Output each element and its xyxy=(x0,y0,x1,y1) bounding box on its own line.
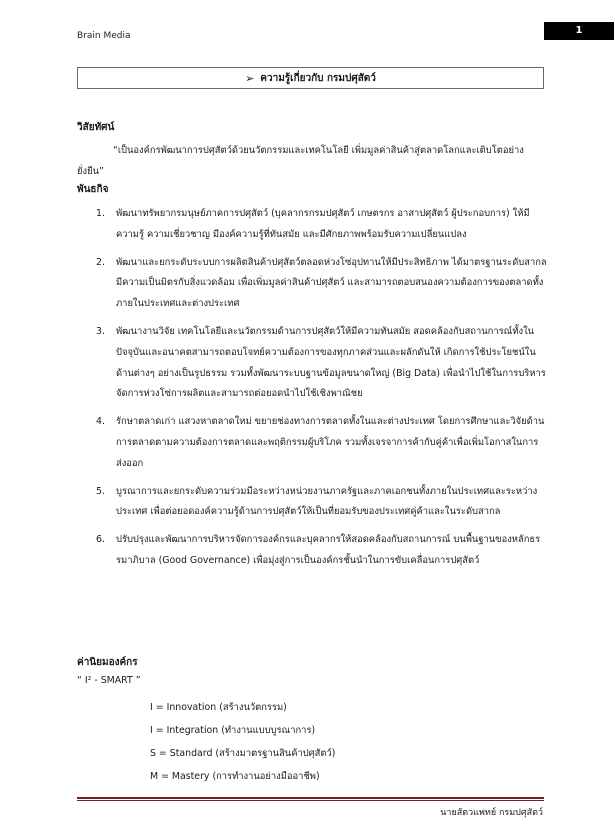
list-item: M = Mastery (การทำงานอย่างมืออาชีพ) xyxy=(150,771,320,782)
header-org: Brain Media xyxy=(77,31,131,41)
item-text: รักษาตลาดเก่า แสวงหาตลาดใหม่ ขยายช่องทางการตลาดทั้งในและต่างประเทศ โดยการศึกษาและวิจัยด้านการตลาดตามความต้องการตลาดและพฤติกรรมผู้บริโภค รวมทั้งเจรจาการค้ากับคู่ค้าเพื่อเพิ่มโอกาสในการส่งออก xyxy=(116,416,545,469)
item-number: 1. xyxy=(96,208,105,219)
item-number: 6. xyxy=(96,534,105,546)
item-text: พัฒนาทรัพยากรมนุษย์ภาคการปศุสัตว์ (บุคลากรกรมปศุสัตว์ เกษตรกร อาสาปศุสัตว์ ผู้ประกอบการ) ให้มีความรู้ ความเชี่ยวชาญ มีองค์ความรู้ที่ทันสมัย และมีศักยภาพพร้อมรับความเปลี่ยนแปลง xyxy=(116,208,530,240)
page-title: ความรู้เกี่ยวกับ กรมปศุสัตว์ xyxy=(260,72,376,84)
vision-text: “เป็นองค์กรพัฒนาการปศุสัตว์ด้วยนวัตกรรมและเทคโนโลยี เพิ่มมูลค่าสินค้าสู่ตลาดโลกและเติบโตอย่างยั่งยืน” xyxy=(77,145,524,177)
item-text: พัฒนาและยกระดับระบบการผลิตสินค้าปศุสัตว์ตลอดห่วงโซ่อุปทานให้มีประสิทธิภาพ ได้มาตรฐานระดับสากล มีความเป็นมิตรกับสิ่งแวดล้อม เพื่อเพิ่มมูลค่าสินค้าปศุสัตว์ และสามารถตอบสนองความต้องการของตลาดทั้งภายในประเทศและต่างประเทศ xyxy=(116,256,547,310)
mission-heading: พันธกิจ xyxy=(77,184,109,195)
footer-rule xyxy=(77,800,544,801)
list-item xyxy=(96,530,548,572)
vision-heading: วิสัยทัศน์ xyxy=(77,122,115,133)
list-item xyxy=(96,204,548,246)
item-number: 4. xyxy=(96,416,105,428)
list-item xyxy=(96,482,548,524)
list-item xyxy=(96,253,548,315)
footer-rule xyxy=(77,797,544,799)
item-number: 5. xyxy=(96,485,105,497)
item-text: ปรับปรุงและพัฒนาการบริหารจัดการองค์กรและบุคลากรให้สอดคล้องกับสถานการณ์ บนพื้นฐานของหลักธรรมาภิบาล (Good Governance) เพื่อมุ่งสู่การเป็นองค์กรชั้นนำในการขับเคลื่อนการปศุสัตว์ xyxy=(116,534,541,566)
list-item: I = Integration (ทำงานแบบบูรณาการ) xyxy=(150,725,316,736)
arrow-right-icon: ➢ xyxy=(245,71,255,85)
values-heading: ค่านิยมองค์กร xyxy=(77,657,138,668)
item-text: บูรณาการและยกระดับความร่วมมือระหว่างหน่วยงานภาครัฐและภาคเอกชนทั้งภายในประเทศและระหว่างประเทศ เพื่อต่อยอดองค์ความรู้ด้านการปศุสัตว์ให้เป็นที่ยอมรับของประเทศคู่ค้าและในระดับสากล xyxy=(116,485,538,518)
list-item: I = Innovation (สร้างนวัตกรรม) xyxy=(150,702,287,713)
values-subtitle: “ I² - SMART ” xyxy=(77,675,141,686)
list-item: S = Standard (สร้างมาตรฐานสินค้าปศุสัตว์) xyxy=(150,748,336,759)
mission-list xyxy=(96,204,548,579)
list-item xyxy=(96,412,548,474)
list-item xyxy=(96,322,548,405)
title-box xyxy=(77,67,544,89)
values-list xyxy=(150,696,335,788)
item-text: พัฒนางานวิจัย เทคโนโลยีและนวัตกรรมด้านการปศุสัตว์ให้มีความทันสมัย สอดคล้องกับสถานการณ์ทั้งในปัจจุบันและอนาคตสามารถตอบโจทย์ความต้องการของทุกภาคส่วนและผลักดันให้ เกิดการใช้ประโยชน์ในด้านต่างๆ อย่างเป็นรูปธรรม รวมทั้งพัฒนาระบบฐานข้อมูลขนาดใหญ่ (Big Data) เพื่อนำไปใช้ในการบริหารจัดการห่วงโซ่การผลิตและสามารถต่อยอดนำไปใช้เชิงพาณิชย xyxy=(116,325,546,400)
item-number: 3. xyxy=(96,325,105,337)
footer-text: นายสัตวแพทย์ กรมปศุสัตว์ xyxy=(440,808,543,818)
page-number: 1 xyxy=(544,22,614,40)
item-number: 2. xyxy=(96,256,105,268)
